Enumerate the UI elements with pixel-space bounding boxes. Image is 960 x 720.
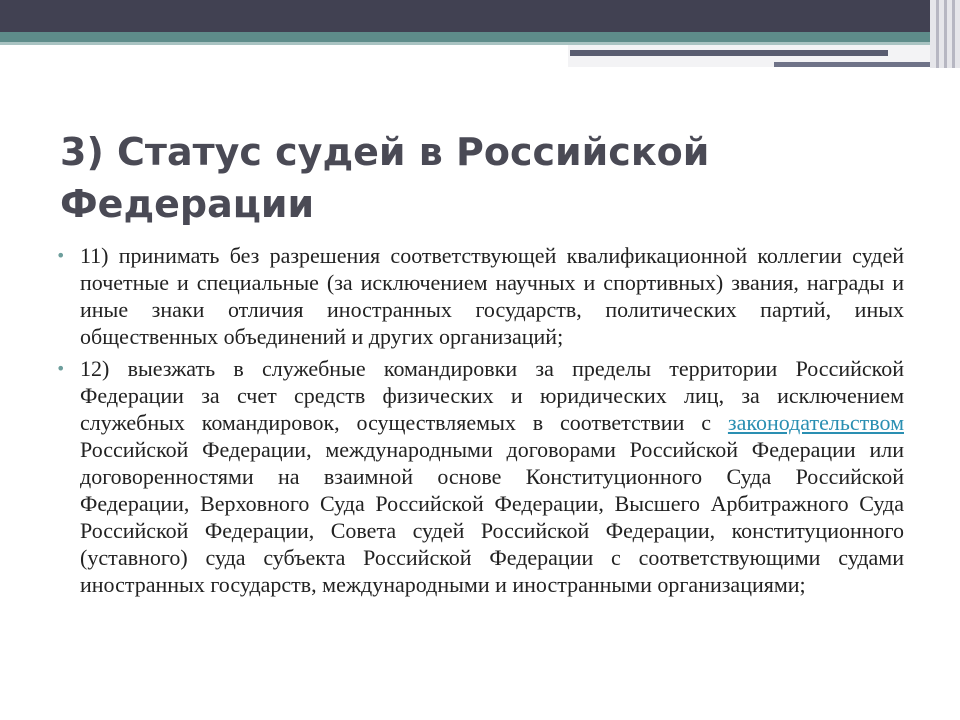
header-band-teal (0, 32, 960, 42)
list-item (56, 355, 904, 598)
slide-title: 3) Статус судей в Российской Федерации (60, 130, 710, 226)
header-band-dark (0, 0, 960, 32)
list-item-text-before: 12) выезжать в служебные командировки за пределы территории Российской Федерации за счет средств физических и юридических лиц, за исключением служебных командировок, осуществляемых в соответствии с (80, 356, 904, 435)
header-corner-stripes (930, 0, 960, 68)
bullet-icon: • (56, 246, 66, 265)
header-accent-line (570, 50, 888, 56)
list-item-text-after: Российской Федерации, международными договорами Российской Федерации или договоренностями на взаимной основе Конституционного Суда Российской Федерации, Верховного Суда Российской Федерации, Высшего Арбитражного Суда Российской Федерации, Совета судей Российской Федерации, конституционного (уставного) суда субъекта Российской Федерации с соответствующими судами иностранных государств, международными и иностранными организациями; (80, 437, 904, 597)
legislation-link[interactable]: законодательством (727, 410, 904, 435)
header-accent-line-short (774, 62, 944, 67)
list-item-text: 11) принимать без разрешения соответствующей квалификационной коллегии судей почетные и специальные (за исключением научных и спортивных) звания, награды и иные знаки отличия иностранных государств, политических партий, иных общественных объединений и других организаций; (80, 243, 904, 349)
list-item (56, 242, 904, 350)
slide-body (56, 242, 904, 603)
bullet-icon: • (56, 359, 66, 378)
